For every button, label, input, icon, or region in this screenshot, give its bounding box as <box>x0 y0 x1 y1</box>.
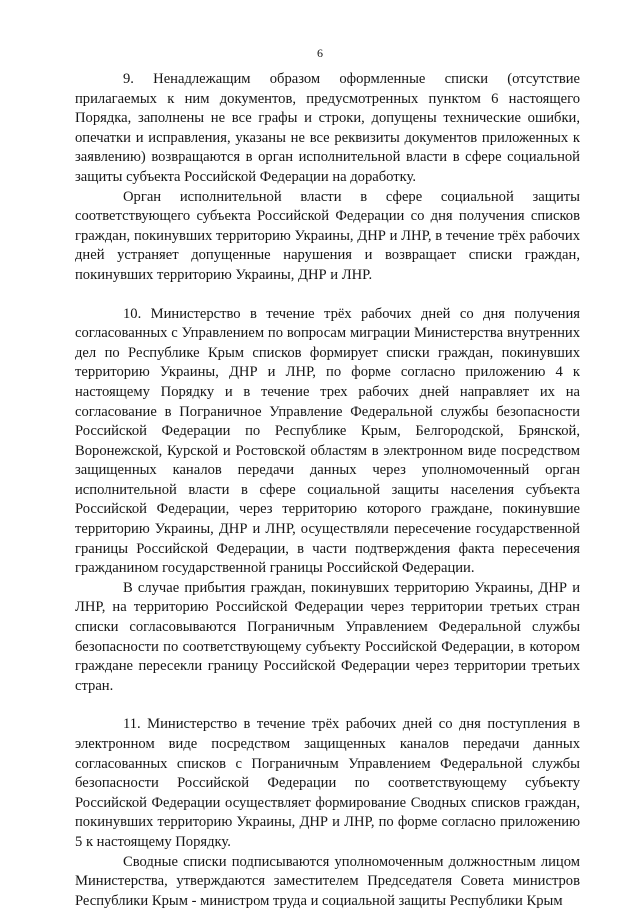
paragraph-11-continuation: Сводные списки подписываются уполномоченным должностным лицом Министерства, утверждаются заместителем Председателя Совета министров Республики Крым - министром труда и социальной защиты Республики Крым <box>75 853 580 909</box>
paragraph-11: 11. Министерство в течение трёх рабочих дней со дня поступления в электронном виде посредством защищенных каналов передачи данных согласованных списков с Пограничным Управлением Федеральной службы безопасности Российской Федерации по соответствующему субъекту Российской Федерации осуществляет формирование Сводных списков граждан, покинувших территорию Украины, ДНР и ЛНР, по форме согласно приложению 5 к настоящему Порядку. <box>75 716 580 850</box>
paragraph-9: 9. Ненадлежащим образом оформленные списки (отсутствие прилагаемых к ним документов, предусмотренных пунктом 6 настоящего Порядка, заполнены не все графы и строки, допущены технические ошибки, опечатки и исправления, указаны не все реквизиты документов приложенных к заявлению) возвращаются в орган исполнительной власти в сфере социальной защиты субъекта Российской Федерации на доработку. <box>75 71 580 185</box>
page-number: 6 <box>317 46 323 60</box>
paragraph-9-continuation: Орган исполнительной власти в сфере социальной защиты соответствующего субъекта Российской Федерации со дня получения списков граждан, покинувших территорию Украины, ДНР и ЛНР, в течение трёх рабочих дней устраняет допущенные нарушения и возвращает списки граждан, покинувших территорию Украины, ДНР и ЛНР. <box>75 188 580 283</box>
paragraph-10-continuation: В случае прибытия граждан, покинувших территорию Украины, ДНР и ЛНР, на территорию Российской Федерации через территории третьих стран списки согласовываются Пограничным Управлением Федеральной службы безопасности по соответствующему субъекту Российской Федерации, в котором граждане пересекли границу Российской Федерации через территории третьих стран. <box>75 579 580 694</box>
paragraph-10: 10. Министерство в течение трёх рабочих дней со дня получения согласованных с Управлением по вопросам миграции Министерства внутренних дел по Республике Крым списков формирует списки граждан, покинувших территорию Украины, ДНР и ЛНР, по форме согласно приложению 4 к настоящему Порядку и в течение трех рабочих дней направляет их на согласование в Пограничное Управление Федеральной службы безопасности Российской Федерации по Республике Крым, Белгородской, Брянской, Воронежской, Курской и Ростовской областям в электронном виде посредством защищенных каналов передачи данных через уполномоченный орган исполнительной власти в сфере социальной защиты населения субъекта Российской Федерации, через территорию которого граждане, покинувшие территорию Украины, ДНР и ЛНР, осуществляли пересечение государственной границы Российской Федерации, в части подтверждения факта пересечения гражданином государственной границы Российской Федерации. <box>75 305 580 577</box>
document-body <box>75 70 580 911</box>
